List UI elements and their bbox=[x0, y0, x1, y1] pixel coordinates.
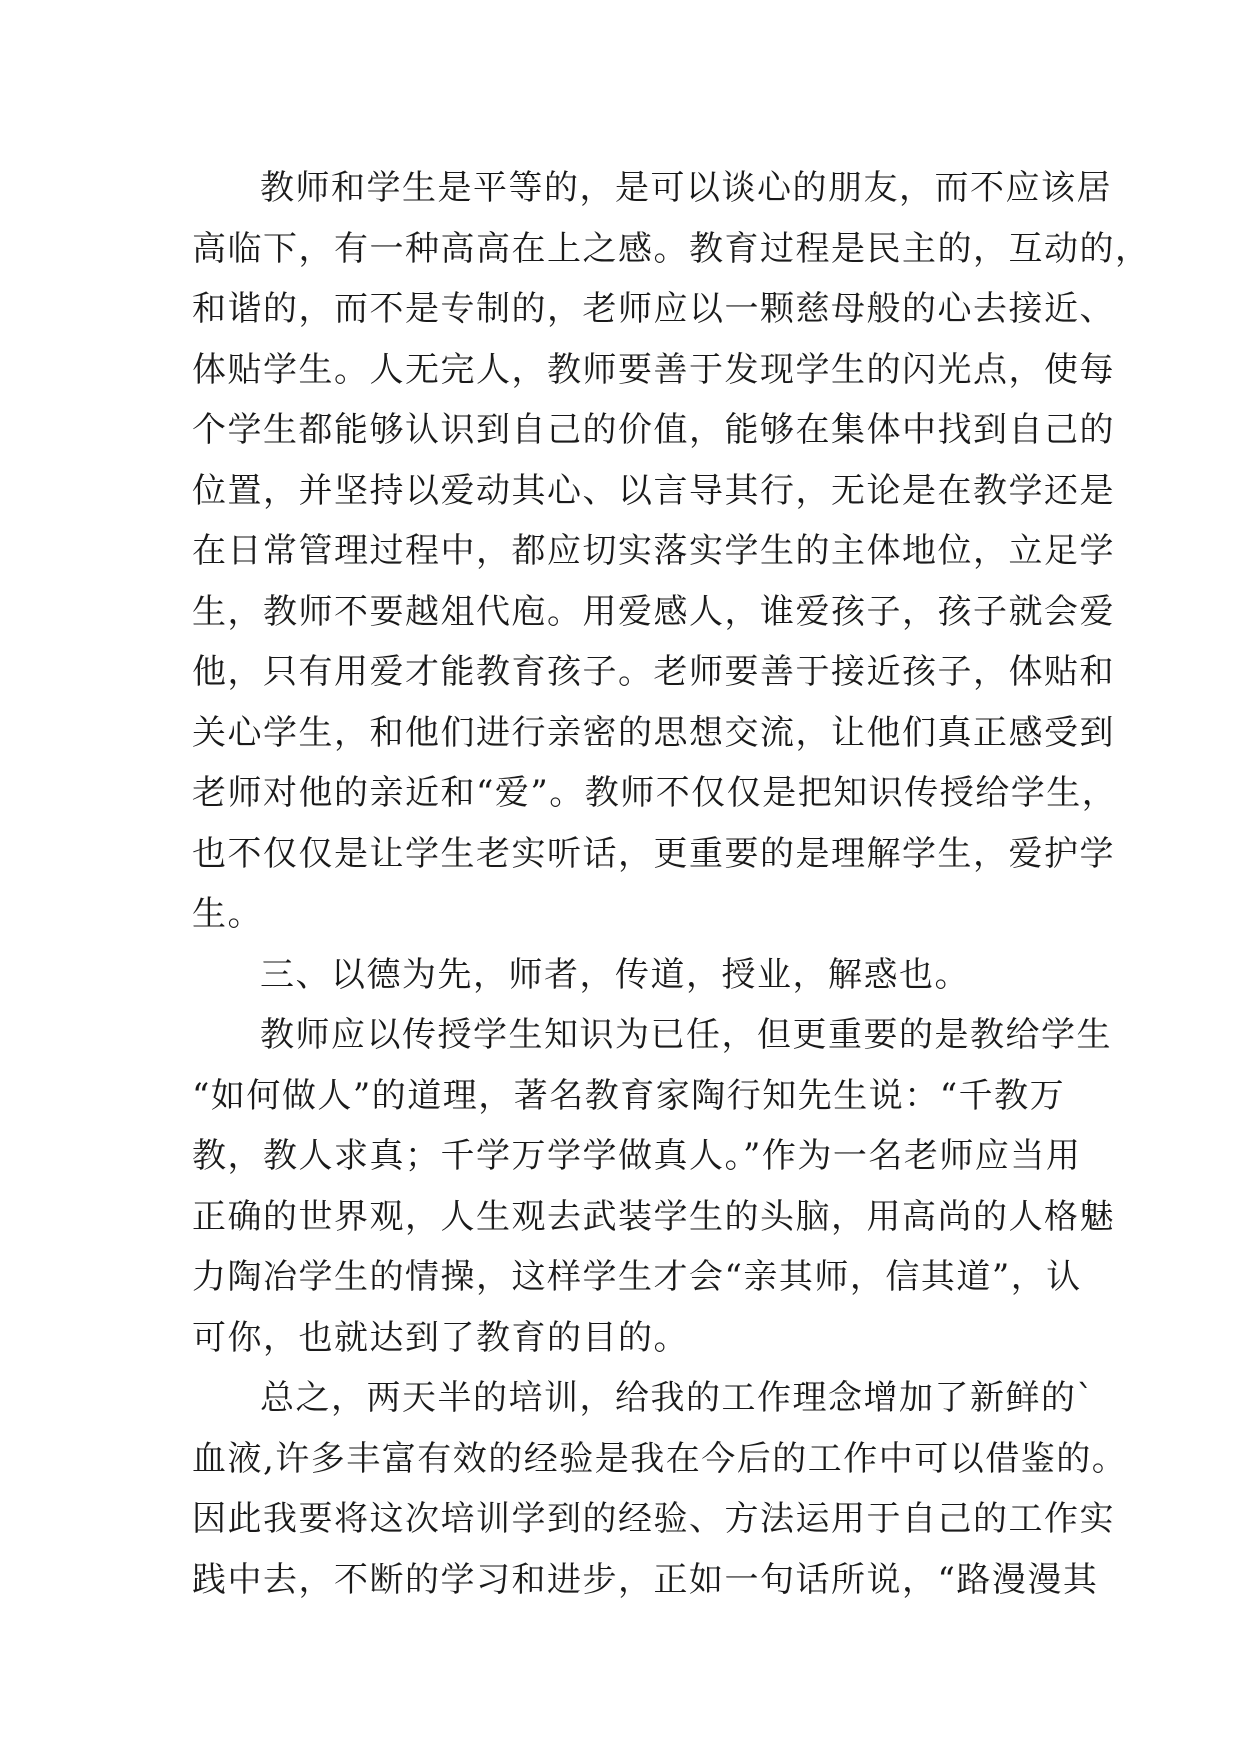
text-line: 正确的世界观，人生观去武装学生的头脑，用高尚的人格魅 bbox=[192, 1196, 1115, 1237]
text-line: 和谐的，而不是专制的，老师应以一颗慈母般的心去接近、 bbox=[192, 289, 1115, 329]
text-line: 教师应以传授学生知识为已任，但更重要的是教给学生 bbox=[260, 1015, 1112, 1055]
text-line: 关心学生，和他们进行亲密的思想交流，让他们真正感受到 bbox=[192, 712, 1115, 753]
text-line: 血液,许多丰富有效的经验是我在今后的工作中可以借鉴的。 bbox=[192, 1438, 1128, 1479]
text-line: 力陶冶学生的情操，这样学生才会“亲其师，信其道”，认 bbox=[192, 1257, 1082, 1297]
text-line: 高临下，有一种高高在上之感。教育过程是民主的，互动的， bbox=[192, 228, 1151, 269]
text-line: “如何做人”的道理，著名教育家陶行知先生说：“千教万 bbox=[192, 1075, 1066, 1116]
text-line: 位置，并坚持以爱动其心、以言导其行，无论是在教学还是 bbox=[192, 470, 1115, 511]
text-line: 教师和学生是平等的，是可以谈心的朋友，而不应该居 bbox=[260, 168, 1112, 208]
text-line: 个学生都能够认识到自己的价值，能够在集体中找到自己的 bbox=[192, 410, 1115, 450]
text-line: 体贴学生。人无完人，教师要善于发现学生的闪光点，使每 bbox=[192, 349, 1115, 390]
text-line: 生。 bbox=[192, 894, 263, 934]
text-line: 教，教人求真；千学万学学做真人。”作为一名老师应当用 bbox=[192, 1136, 1082, 1176]
text-line: 可你，也就达到了教育的目的。 bbox=[192, 1317, 689, 1358]
text-line: 三、以德为先，师者，传道，授业，解惑也。 bbox=[260, 954, 970, 995]
body-text bbox=[192, 158, 1151, 1610]
text-line: 他，只有用爱才能教育孩子。老师要善于接近孩子，体贴和 bbox=[192, 652, 1115, 692]
text-line: 践中去，不断的学习和进步，正如一句话所说，“路漫漫其 bbox=[192, 1559, 1099, 1600]
text-line: 生，教师不要越俎代庖。用爱感人，谁爱孩子，孩子就会爱 bbox=[192, 591, 1115, 632]
text-line: 因此我要将这次培训学到的经验、方法运用于自己的工作实 bbox=[192, 1499, 1115, 1539]
text-line: 在日常管理过程中，都应切实落实学生的主体地位，立足学 bbox=[192, 531, 1115, 571]
text-line: 也不仅仅是让学生老实听话，更重要的是理解学生，爱护学 bbox=[192, 833, 1115, 874]
text-line: 总之，两天半的培训，给我的工作理念增加了新鲜的` bbox=[260, 1378, 1095, 1418]
text-line: 老师对他的亲近和“爱”。教师不仅仅是把知识传授给学生， bbox=[192, 773, 1118, 813]
